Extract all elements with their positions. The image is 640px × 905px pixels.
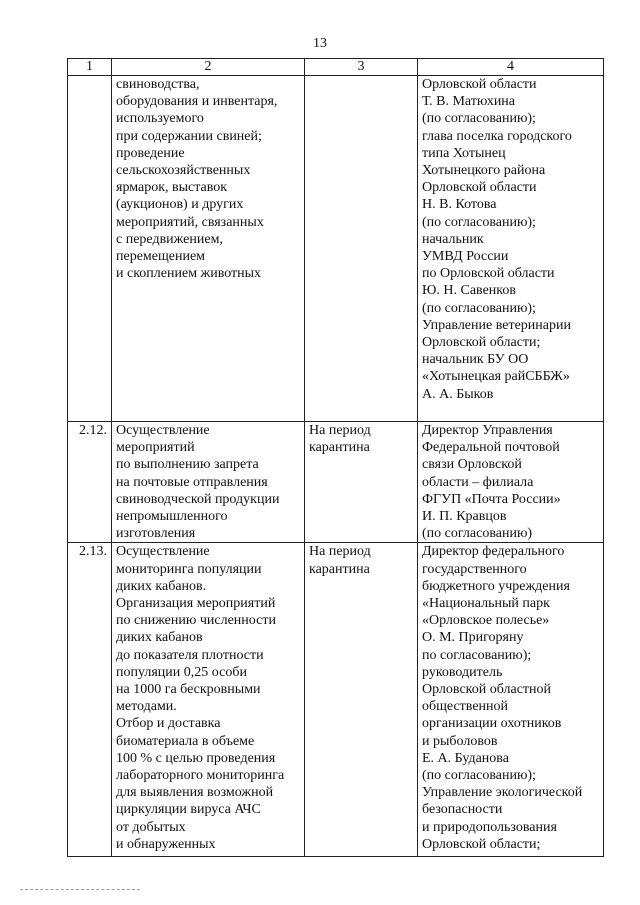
cell-line: (по согласованию); xyxy=(422,300,536,316)
cell-line: и скоплением животных xyxy=(116,266,262,282)
cell-line: Орловской областной xyxy=(422,682,552,698)
period-cell xyxy=(305,543,418,857)
cell-line: «Хотынецкая райСББЖ» xyxy=(422,369,570,385)
action-cell xyxy=(112,76,305,422)
action-cell xyxy=(112,422,305,543)
cell-line: Директор федерального xyxy=(422,544,565,560)
cell-line: лабораторного мониторинга xyxy=(116,768,285,784)
cell-line: Хотынецкого района xyxy=(422,163,546,179)
action-cell xyxy=(112,543,305,857)
cell-line: 100 % с целью проведения xyxy=(116,750,276,766)
cell-line: На период xyxy=(309,423,371,438)
cell-line: начальник БУ ОО xyxy=(422,352,529,368)
header-col-action: 2 xyxy=(112,59,305,76)
cell-line: и рыболовов xyxy=(422,733,498,749)
cell-line: (по согласованию); xyxy=(422,768,536,784)
table-row xyxy=(68,76,604,422)
cell-line: карантина xyxy=(309,561,370,577)
cell-line: безопасности xyxy=(422,802,503,818)
table-header-row xyxy=(68,59,604,76)
cell-line: начальник xyxy=(422,231,484,247)
cell-line: Т. В. Матюхина xyxy=(422,94,516,110)
cell-line: (по согласованию); xyxy=(422,111,536,127)
cell-line: сельскохозяйственных xyxy=(116,163,251,179)
cell-line: Управление экологической xyxy=(422,785,583,801)
cell-line: организации охотников xyxy=(422,716,562,732)
cell-line: для выявления возможной xyxy=(116,785,274,801)
cell-line: Орловской области xyxy=(422,180,537,196)
cell-line: свиноводства, xyxy=(116,77,200,92)
cell-line: с передвижением, xyxy=(116,231,223,247)
cell-line: Директор Управления xyxy=(422,423,553,438)
cell-line: Орловской области; xyxy=(422,335,541,351)
cell-line: свиноводческой продукции xyxy=(116,491,280,507)
cell-line: типа Хотынец xyxy=(422,145,506,161)
page-number: 13 xyxy=(313,36,327,51)
cell-line: изготовления xyxy=(116,526,196,542)
cell-line: А. А. Быков xyxy=(422,386,494,402)
cell-line: Осуществление xyxy=(116,423,210,438)
cell-line: от добытых xyxy=(116,819,186,835)
cell-line: мониторинга популяции xyxy=(116,561,262,577)
cell-line: (по согласованию); xyxy=(422,214,536,230)
cell-line: карантина xyxy=(309,440,370,456)
cell-line: диких кабанов xyxy=(116,630,203,646)
cell-line: ФГУП «Почта России» xyxy=(422,491,561,507)
cell-line: Ю. Н. Савенков xyxy=(422,283,516,299)
header-col-responsible: 4 xyxy=(418,59,604,76)
cell-line: связи Орловской xyxy=(422,457,522,473)
header-col-period: 3 xyxy=(305,59,418,76)
cell-line: общественной xyxy=(422,699,509,715)
cell-line: Отбор и доставка xyxy=(116,716,221,732)
cell-line: Федеральной почтовой xyxy=(422,440,560,456)
cell-line: непромышленного xyxy=(116,509,228,525)
period-cell xyxy=(305,422,418,543)
cell-line: Е. А. Буданова xyxy=(422,750,509,766)
cell-line: И. П. Кравцов xyxy=(422,509,507,525)
cell-line: биоматериала в объеме xyxy=(116,733,255,749)
cell-line: диких кабанов. xyxy=(116,578,207,594)
table-row xyxy=(68,543,604,857)
cell-line: методами. xyxy=(116,699,177,715)
cell-line: бюджетного учреждения xyxy=(422,578,570,594)
cell-line: области – филиала xyxy=(422,474,534,490)
row-number: 2.12. xyxy=(68,422,112,543)
cell-line: на почтовые отправления xyxy=(116,474,268,490)
responsible-cell xyxy=(418,422,604,543)
cell-line: и природопользования xyxy=(422,819,557,835)
cell-line: популяции 0,25 особи xyxy=(116,664,247,680)
cell-line: мероприятий, связанных xyxy=(116,214,264,230)
cell-line: по снижению численности xyxy=(116,613,276,629)
header-col-number: 1 xyxy=(68,59,112,76)
cell-line: мероприятий xyxy=(116,440,195,456)
cell-line: УМВД России xyxy=(422,249,509,265)
cell-line: Управление ветеринарии xyxy=(422,317,571,333)
cell-line: О. М. Пригоряну xyxy=(422,630,524,646)
cell-line: Орловской области; xyxy=(422,836,541,852)
cell-line: Осуществление xyxy=(116,544,210,560)
cell-line: Орловской области xyxy=(422,77,537,92)
table-row xyxy=(68,422,604,543)
cell-line: На период xyxy=(309,544,371,560)
cell-line: до показателя плотности xyxy=(116,647,264,663)
cell-line: циркуляции вируса АЧС xyxy=(116,802,261,818)
cell-line: оборудования и инвентаря, xyxy=(116,94,278,110)
cell-line: руководитель xyxy=(422,664,503,680)
cell-line: (по согласованию) xyxy=(422,526,533,542)
cell-line: государственного xyxy=(422,561,527,577)
cell-line: по Орловской области xyxy=(422,266,555,282)
responsible-cell xyxy=(418,76,604,422)
row-number xyxy=(68,76,112,422)
cell-line: по выполнению запрета xyxy=(116,457,259,473)
measures-table xyxy=(67,58,604,857)
cell-line: при содержании свиней; xyxy=(116,128,262,144)
cell-line: Организация мероприятий xyxy=(116,596,276,612)
cell-line: глава поселка городского xyxy=(422,128,572,144)
row-number: 2.13. xyxy=(68,543,112,857)
cell-line: на 1000 га бескровными xyxy=(116,682,261,698)
cell-line: и обнаруженных xyxy=(116,836,216,852)
cell-line: «Национальный парк xyxy=(422,596,550,612)
period-cell xyxy=(305,76,418,422)
cell-line: проведение xyxy=(116,145,185,161)
cell-line: ярмарок, выставок xyxy=(116,180,228,196)
scan-artifact-line xyxy=(20,889,140,892)
responsible-cell xyxy=(418,543,604,857)
cell-line: «Орловское полесье» xyxy=(422,613,550,629)
cell-line: по согласованию); xyxy=(422,647,532,663)
cell-line: Н. В. Котова xyxy=(422,197,497,213)
cell-line: (аукционов) и других xyxy=(116,197,244,213)
cell-line: используемого xyxy=(116,111,204,127)
cell-line: перемещением xyxy=(116,249,206,265)
